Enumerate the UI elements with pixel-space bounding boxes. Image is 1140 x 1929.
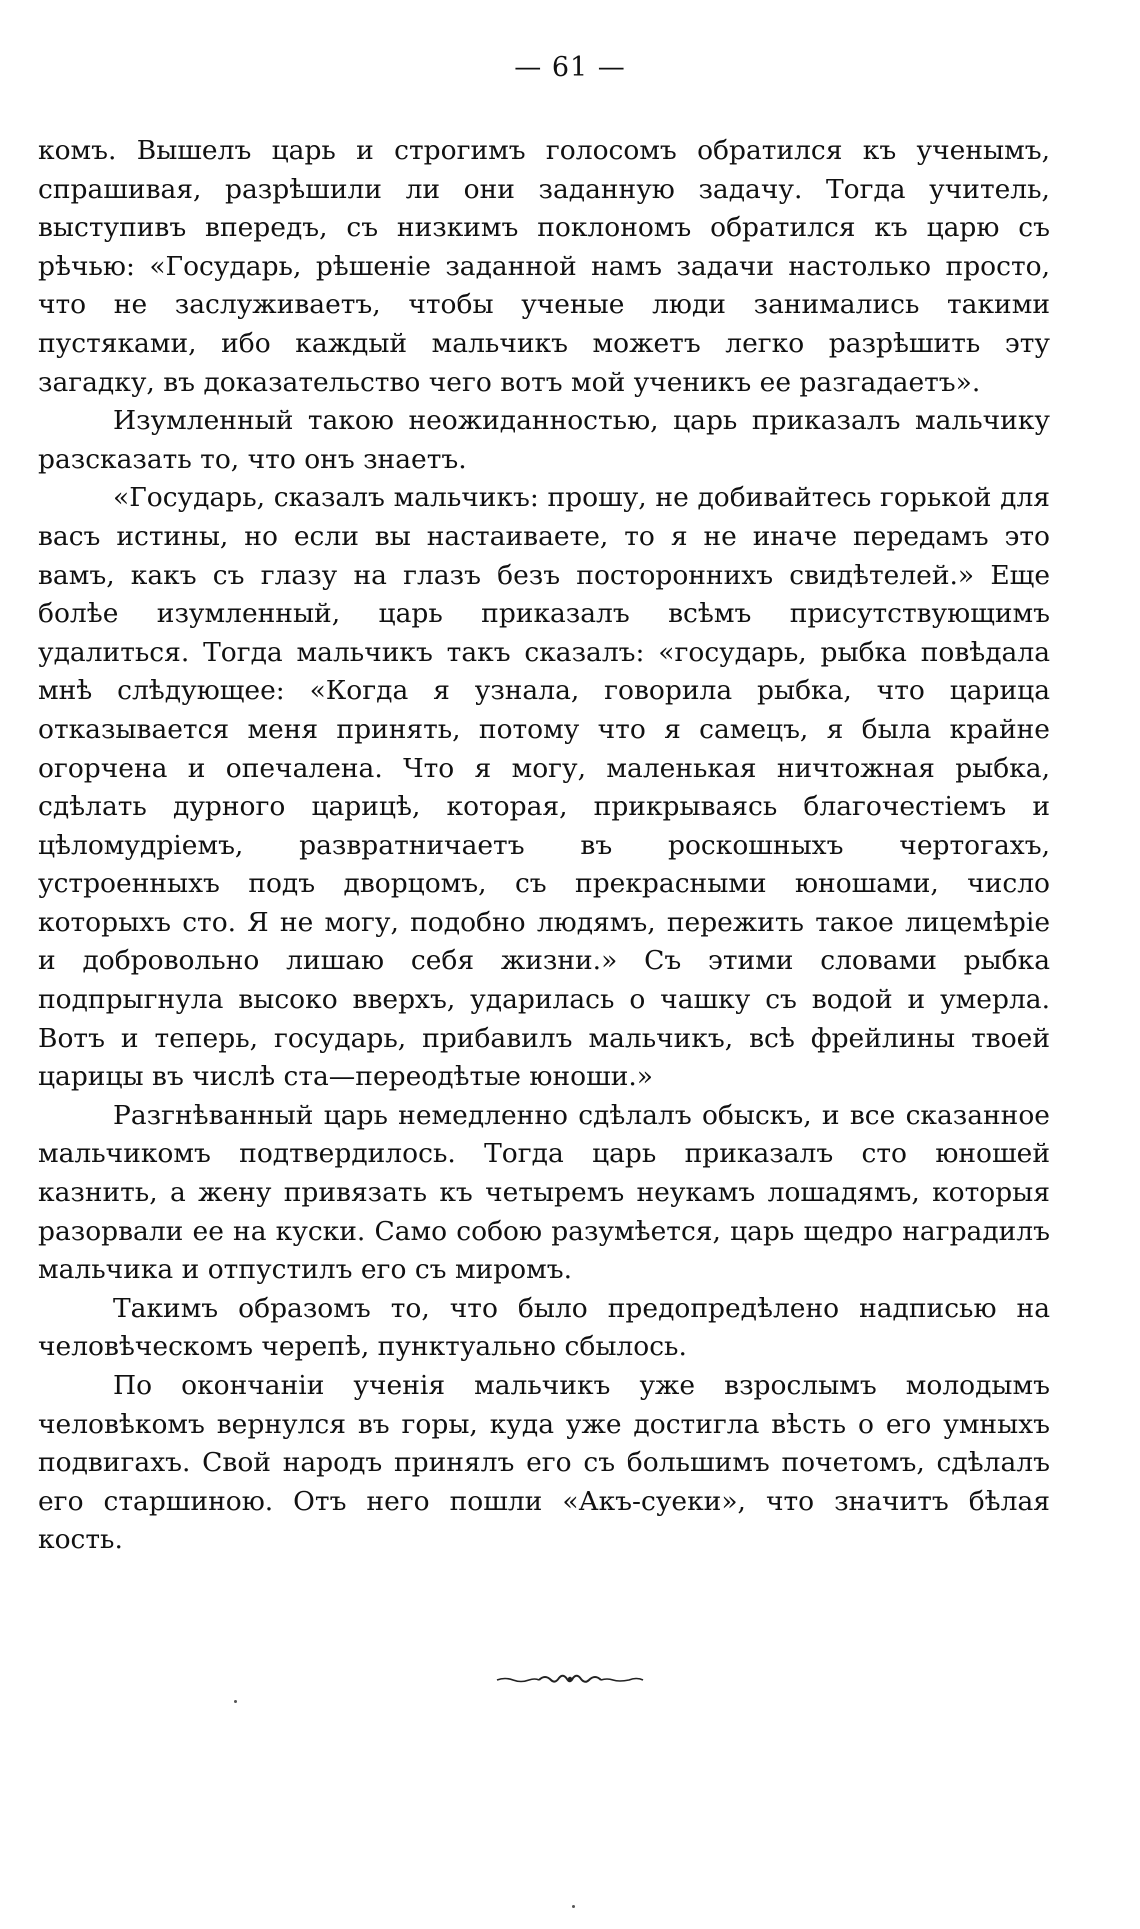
body-text xyxy=(38,132,1050,1560)
paragraph: По окончаніи ученія мальчикъ уже взрослымъ молодымъ человѣкомъ вернулся въ горы, куда уже достигла вѣсть о его умныхъ подвигахъ. Свой народъ принялъ его съ большимъ почетомъ, сдѣлалъ его старшиною. Отъ него пошли «Акъ-суеки», что значитъ бѣлая кость. xyxy=(38,1370,1050,1556)
ornamental-tailpiece-icon xyxy=(0,1672,1140,1686)
paragraph: Такимъ образомъ то, что было предопредѣлено надписью на человѣческомъ черепѣ, пунктуально сбылось. xyxy=(38,1292,1050,1363)
paragraph: комъ. Вышелъ царь и строгимъ голосомъ обратился къ ученымъ, спрашивая, разрѣшили ли они заданную задачу. Тогда учитель, выступивъ впередъ, съ низкимъ поклономъ обратился къ царю съ рѣчью: «Государь, рѣшеніе заданной намъ задачи настолько просто, что не заслуживаетъ, чтобы ученые люди занимались такими пустяками, ибо каждый мальчикъ можетъ легко разрѣшить эту загадку, въ доказательство чего вотъ мой ученикъ ее разгадаетъ». xyxy=(38,135,1050,398)
paragraph: Разгнѣванный царь немедленно сдѣлалъ обыскъ, и все сказанное мальчикомъ подтвердилось. Тогда царь приказалъ сто юношей казнить, а жену привязать къ четыремъ неукамъ лошадямъ, которыя разорвали ее на куски. Само собою разумѣется, царь щедро наградилъ мальчика и отпустилъ его съ миромъ. xyxy=(38,1099,1050,1286)
print-speck xyxy=(572,1905,575,1908)
print-speck xyxy=(234,1700,237,1703)
page-number: — 61 — xyxy=(514,52,626,83)
paragraph: Изумленный такою неожиданностью, царь приказалъ мальчику разсказать то, что онъ знаетъ. xyxy=(38,405,1050,475)
paragraph: «Государь, сказалъ мальчикъ: прошу, не добивайтесь горькой для васъ истины, но если вы настаиваете, то я не иначе передамъ это вамъ, какъ съ глазу на глазъ безъ постороннихъ свидѣтелей.» Еще болѣе изумленный, царь приказалъ всѣмъ присутствующимъ удалиться. Тогда мальчикъ такъ сказалъ: «государь, рыбка повѣдала мнѣ слѣдующее: «Когда я узнала, говорила рыбка, что царица отказывается меня принять, потому что я самецъ, я была крайне огорчена и опечалена. Что я могу, маленькая ничтожная рыбка, сдѣлать дурного царицѣ, которая, прикрываясь благочестіемъ и цѣломудріемъ, развратничаетъ въ роскошныхъ чертогахъ, устроенныхъ подъ дворцомъ, съ прекрасными юношами, число которыхъ сто. Я не могу, подобно людямъ, пережить такое лицемѣріе и добровольно лишаю себя жизни.» Съ этими словами рыбка подпрыгнула высоко вверхъ, ударилась о чашку съ водой и умерла. Вотъ и теперь, государь, прибавилъ мальчикъ, всѣ фрейлины твоей царицы въ числѣ ста—переодѣтые юноши.» xyxy=(38,482,1050,1093)
